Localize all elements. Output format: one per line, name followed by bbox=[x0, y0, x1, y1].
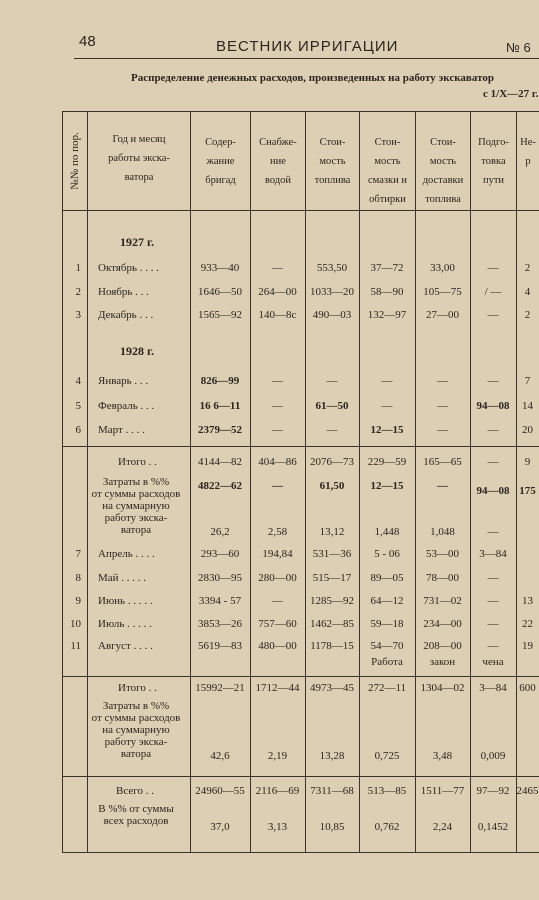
subtotal-lube: 272—11 bbox=[367, 682, 407, 694]
subtotal-label: Итого . . bbox=[118, 682, 157, 694]
cell-track: — bbox=[487, 309, 499, 321]
cell-brigade: 16 6—11 bbox=[199, 400, 241, 412]
cell-track: / — bbox=[484, 286, 502, 298]
cell-extra: 4 bbox=[524, 286, 531, 298]
cell-water: — bbox=[272, 375, 283, 387]
total-share-label: В %% от суммы всех расходов bbox=[98, 803, 174, 827]
cell-water: 480—00 bbox=[258, 640, 297, 652]
subtotal-track: — bbox=[487, 456, 499, 468]
row-number: 3 bbox=[75, 309, 81, 321]
cell-lube: 132—97 bbox=[367, 309, 407, 321]
subtotal-water: 404—86 bbox=[258, 456, 297, 468]
cell-extra: 2 bbox=[524, 262, 531, 274]
page-number: 48 bbox=[79, 33, 96, 50]
cell-fuel: 1033—20 bbox=[310, 286, 354, 298]
month-label: Январь . . . bbox=[98, 375, 149, 387]
handwritten-note-delivery: закон bbox=[429, 656, 456, 668]
section-rule-2 bbox=[62, 676, 539, 677]
cell-brigade: 1565—92 bbox=[198, 309, 242, 321]
cell-extra: 13 bbox=[522, 595, 533, 607]
table-caption-line2: с 1/X—27 г. bbox=[483, 88, 539, 100]
cell-delivery: 27—00 bbox=[426, 309, 459, 321]
share-extra-amount: 175 bbox=[519, 485, 536, 497]
cell-track: 3—84 bbox=[479, 548, 507, 560]
month-label: Октябрь . . . . bbox=[98, 262, 159, 274]
cell-track: — bbox=[487, 262, 499, 274]
total-brigade: 24960—55 bbox=[195, 785, 245, 797]
cell-fuel: — bbox=[326, 424, 338, 436]
year-heading-1927: 1927 г. bbox=[120, 235, 155, 249]
column-header-row-number: №№ по пор. bbox=[68, 132, 81, 190]
cell-delivery: 208—00 bbox=[423, 640, 462, 652]
cell-water: 757—60 bbox=[258, 618, 297, 630]
cell-fuel: 1285—92 bbox=[310, 595, 354, 607]
cell-water: 140—8с bbox=[258, 309, 297, 321]
row-number: 1 bbox=[75, 262, 81, 274]
month-label: Февраль . . . bbox=[98, 400, 155, 412]
total-extra: 2465 bbox=[516, 785, 539, 797]
row-number: 9 bbox=[75, 595, 81, 607]
column-header-lube: Стои- мость смазки и обтирки bbox=[367, 137, 407, 205]
cell-track: — bbox=[487, 424, 499, 436]
row-number: 10 bbox=[70, 618, 81, 630]
subtotal-water: 1712—44 bbox=[255, 682, 300, 694]
cell-delivery: 33,00 bbox=[430, 262, 455, 274]
row-number: 6 bbox=[75, 424, 81, 436]
cell-delivery: — bbox=[437, 424, 448, 436]
share-water-amount: — bbox=[272, 480, 283, 492]
share-brigade-percent: 42,6 bbox=[210, 750, 230, 762]
total-lube: 513—85 bbox=[367, 785, 407, 797]
share-label: Затраты в %% от суммы расходов на суммарную работу экска- ватора bbox=[91, 700, 181, 760]
cell-water: 194,84 bbox=[262, 548, 293, 560]
cell-delivery: 105—75 bbox=[423, 286, 462, 298]
cell-extra: 14 bbox=[522, 400, 533, 412]
subtotal-lube: 229—59 bbox=[367, 456, 407, 468]
cell-water: — bbox=[272, 595, 283, 607]
row-number: 4 bbox=[75, 375, 81, 387]
cell-water: 264—00 bbox=[258, 286, 297, 298]
share-brigade-amount: 4822—62 bbox=[198, 480, 242, 492]
share-track-percent: — bbox=[487, 526, 499, 538]
total-fuel: 7311—68 bbox=[310, 785, 354, 797]
cell-delivery: — bbox=[437, 375, 448, 387]
total-label: Всего . . bbox=[116, 785, 154, 797]
handwritten-note-lube: Работа bbox=[371, 656, 403, 668]
share-fuel-amount: 61,50 bbox=[319, 480, 345, 492]
cell-lube: 89—05 bbox=[370, 572, 404, 584]
cell-lube: 37—72 bbox=[370, 262, 404, 274]
month-label: Июнь . . . . . bbox=[98, 595, 153, 607]
total-share-water: 3,13 bbox=[267, 821, 288, 833]
cell-delivery: 78—00 bbox=[426, 572, 459, 584]
row-number: 8 bbox=[75, 572, 81, 584]
month-label: Декабрь . . . bbox=[98, 309, 154, 321]
share-lube-percent: 0,725 bbox=[374, 750, 400, 762]
column-header-brigade: Содер- жание бригад bbox=[205, 137, 236, 186]
cell-brigade: 826—99 bbox=[200, 375, 240, 387]
handwritten-note-track: чена bbox=[482, 656, 504, 668]
share-delivery-amount: — bbox=[437, 480, 448, 492]
cell-track: — bbox=[487, 618, 499, 630]
subtotal-brigade: 15992—21 bbox=[195, 682, 245, 694]
cell-brigade: 3394 - 57 bbox=[198, 595, 242, 607]
column-header-track: Подго- товка пути bbox=[478, 137, 509, 186]
cell-water: — bbox=[272, 262, 283, 274]
subtotal-extra: 9 bbox=[524, 456, 531, 468]
total-share-lube: 0,762 bbox=[374, 821, 400, 833]
total-share-fuel: 10,85 bbox=[319, 821, 345, 833]
column-rule bbox=[516, 111, 517, 853]
column-header-extra: Не- р bbox=[520, 137, 536, 167]
column-rule bbox=[470, 111, 471, 853]
cell-fuel: 61—50 bbox=[315, 400, 349, 412]
cell-extra: 19 bbox=[522, 640, 533, 652]
row-number: 5 bbox=[75, 400, 81, 412]
cell-water: — bbox=[272, 424, 283, 436]
total-track: 97—92 bbox=[476, 785, 510, 797]
cell-brigade: 293—60 bbox=[200, 548, 240, 560]
cell-brigade: 2379—52 bbox=[198, 424, 242, 436]
section-rule-3 bbox=[62, 776, 539, 777]
total-share-brigade: 37,0 bbox=[210, 821, 230, 833]
cell-brigade: 1646—50 bbox=[198, 286, 242, 298]
month-label: Август . . . . bbox=[98, 640, 153, 652]
subtotal-brigade: 4144—82 bbox=[198, 456, 242, 468]
cell-fuel: 490—03 bbox=[312, 309, 352, 321]
cell-brigade: 933—40 bbox=[200, 262, 240, 274]
subtotal-extra: 600 bbox=[519, 682, 536, 694]
header-rule bbox=[74, 58, 539, 59]
share-label: Затраты в %% от суммы расходов на суммарную работу экска- ватора bbox=[91, 476, 181, 536]
cell-fuel: — bbox=[326, 375, 338, 387]
cell-fuel: 531—36 bbox=[312, 548, 352, 560]
month-label: Май . . . . . bbox=[98, 572, 147, 584]
row-number: 11 bbox=[70, 640, 81, 652]
cell-extra: 22 bbox=[522, 618, 533, 630]
cell-fuel: 1462—85 bbox=[310, 618, 354, 630]
header-row-rule bbox=[62, 210, 539, 211]
column-header-fuel: Стои- мость топлива bbox=[314, 137, 351, 186]
cell-extra: 20 bbox=[522, 424, 533, 436]
cell-water: — bbox=[272, 400, 283, 412]
subtotal-delivery: 165—65 bbox=[423, 456, 462, 468]
subtotal-fuel: 2076—73 bbox=[310, 456, 354, 468]
cell-lube: 5 - 06 bbox=[374, 548, 400, 560]
column-header-period: Год и месяц работы экска- ватора bbox=[108, 134, 170, 183]
section-rule-1 bbox=[62, 446, 539, 447]
cell-fuel: 1178—15 bbox=[310, 640, 354, 652]
cell-lube: 54—70 bbox=[370, 640, 404, 652]
cell-lube: 58—90 bbox=[370, 286, 404, 298]
total-water: 2116—69 bbox=[255, 785, 300, 797]
row-number: 7 bbox=[75, 548, 81, 560]
month-label: Март . . . . bbox=[98, 424, 145, 436]
total-delivery: 1511—77 bbox=[420, 785, 465, 797]
share-water-percent: 2,19 bbox=[267, 750, 288, 762]
cell-brigade: 2830—95 bbox=[198, 572, 242, 584]
month-label: Ноябрь . . . bbox=[98, 286, 149, 298]
share-lube-percent: 1,448 bbox=[374, 526, 400, 538]
cell-fuel: 553,50 bbox=[316, 262, 348, 274]
share-fuel-percent: 13,28 bbox=[319, 750, 345, 762]
share-delivery-percent: 1,048 bbox=[430, 526, 455, 538]
cell-track: — bbox=[487, 595, 499, 607]
subtotal-track: 3—84 bbox=[479, 682, 507, 694]
subtotal-label: Итого . . bbox=[118, 456, 157, 468]
column-header-water: Снабже- ние водой bbox=[259, 137, 297, 186]
cell-water: 280—00 bbox=[258, 572, 297, 584]
cell-lube: 64—12 bbox=[370, 595, 404, 607]
cell-delivery: 53—00 bbox=[426, 548, 459, 560]
cell-lube: — bbox=[381, 375, 393, 387]
issue-number: № 6 bbox=[506, 40, 531, 55]
cell-extra: 7 bbox=[524, 375, 531, 387]
cell-delivery: 731—02 bbox=[423, 595, 462, 607]
month-label: Апрель . . . . bbox=[98, 548, 155, 560]
share-water-percent: 2,58 bbox=[267, 526, 288, 538]
share-track-amount: 94—08 bbox=[476, 485, 510, 497]
cell-extra: 2 bbox=[524, 309, 531, 321]
column-header-delivery: Стои- мость доставки топлива bbox=[422, 137, 464, 205]
share-fuel-percent: 13,12 bbox=[319, 526, 345, 538]
cell-delivery: — bbox=[437, 400, 448, 412]
cell-lube: 12—15 bbox=[370, 424, 404, 436]
share-lube-amount: 12—15 bbox=[370, 480, 404, 492]
total-share-delivery: 2,24 bbox=[432, 821, 453, 833]
subtotal-delivery: 1304—02 bbox=[420, 682, 465, 694]
cell-brigade: 3853—26 bbox=[198, 618, 242, 630]
journal-title: ВЕСТНИК ИРРИГАЦИИ bbox=[216, 38, 399, 55]
cell-track: — bbox=[487, 572, 499, 584]
month-label: Июль . . . . . bbox=[98, 618, 152, 630]
year-heading-1928: 1928 г. bbox=[120, 344, 155, 358]
cell-brigade: 5619—83 bbox=[198, 640, 242, 652]
share-track-percent: 0,009 bbox=[480, 750, 506, 762]
cell-delivery: 234—00 bbox=[423, 618, 462, 630]
cell-track: 94—08 bbox=[476, 400, 510, 412]
cell-track: — bbox=[487, 375, 499, 387]
share-brigade-percent: 26,2 bbox=[210, 526, 230, 538]
total-share-track: 0,1452 bbox=[477, 821, 509, 833]
cell-fuel: 515—17 bbox=[312, 572, 352, 584]
cell-lube: — bbox=[381, 400, 393, 412]
cell-track: — bbox=[487, 640, 499, 652]
share-delivery-percent: 3,48 bbox=[432, 750, 453, 762]
subtotal-fuel: 4973—45 bbox=[310, 682, 354, 694]
table-caption: Распределение денежных расходов, произведенных на работу экскаватор bbox=[131, 72, 494, 84]
cell-lube: 59—18 bbox=[370, 618, 404, 630]
row-number: 2 bbox=[75, 286, 81, 298]
